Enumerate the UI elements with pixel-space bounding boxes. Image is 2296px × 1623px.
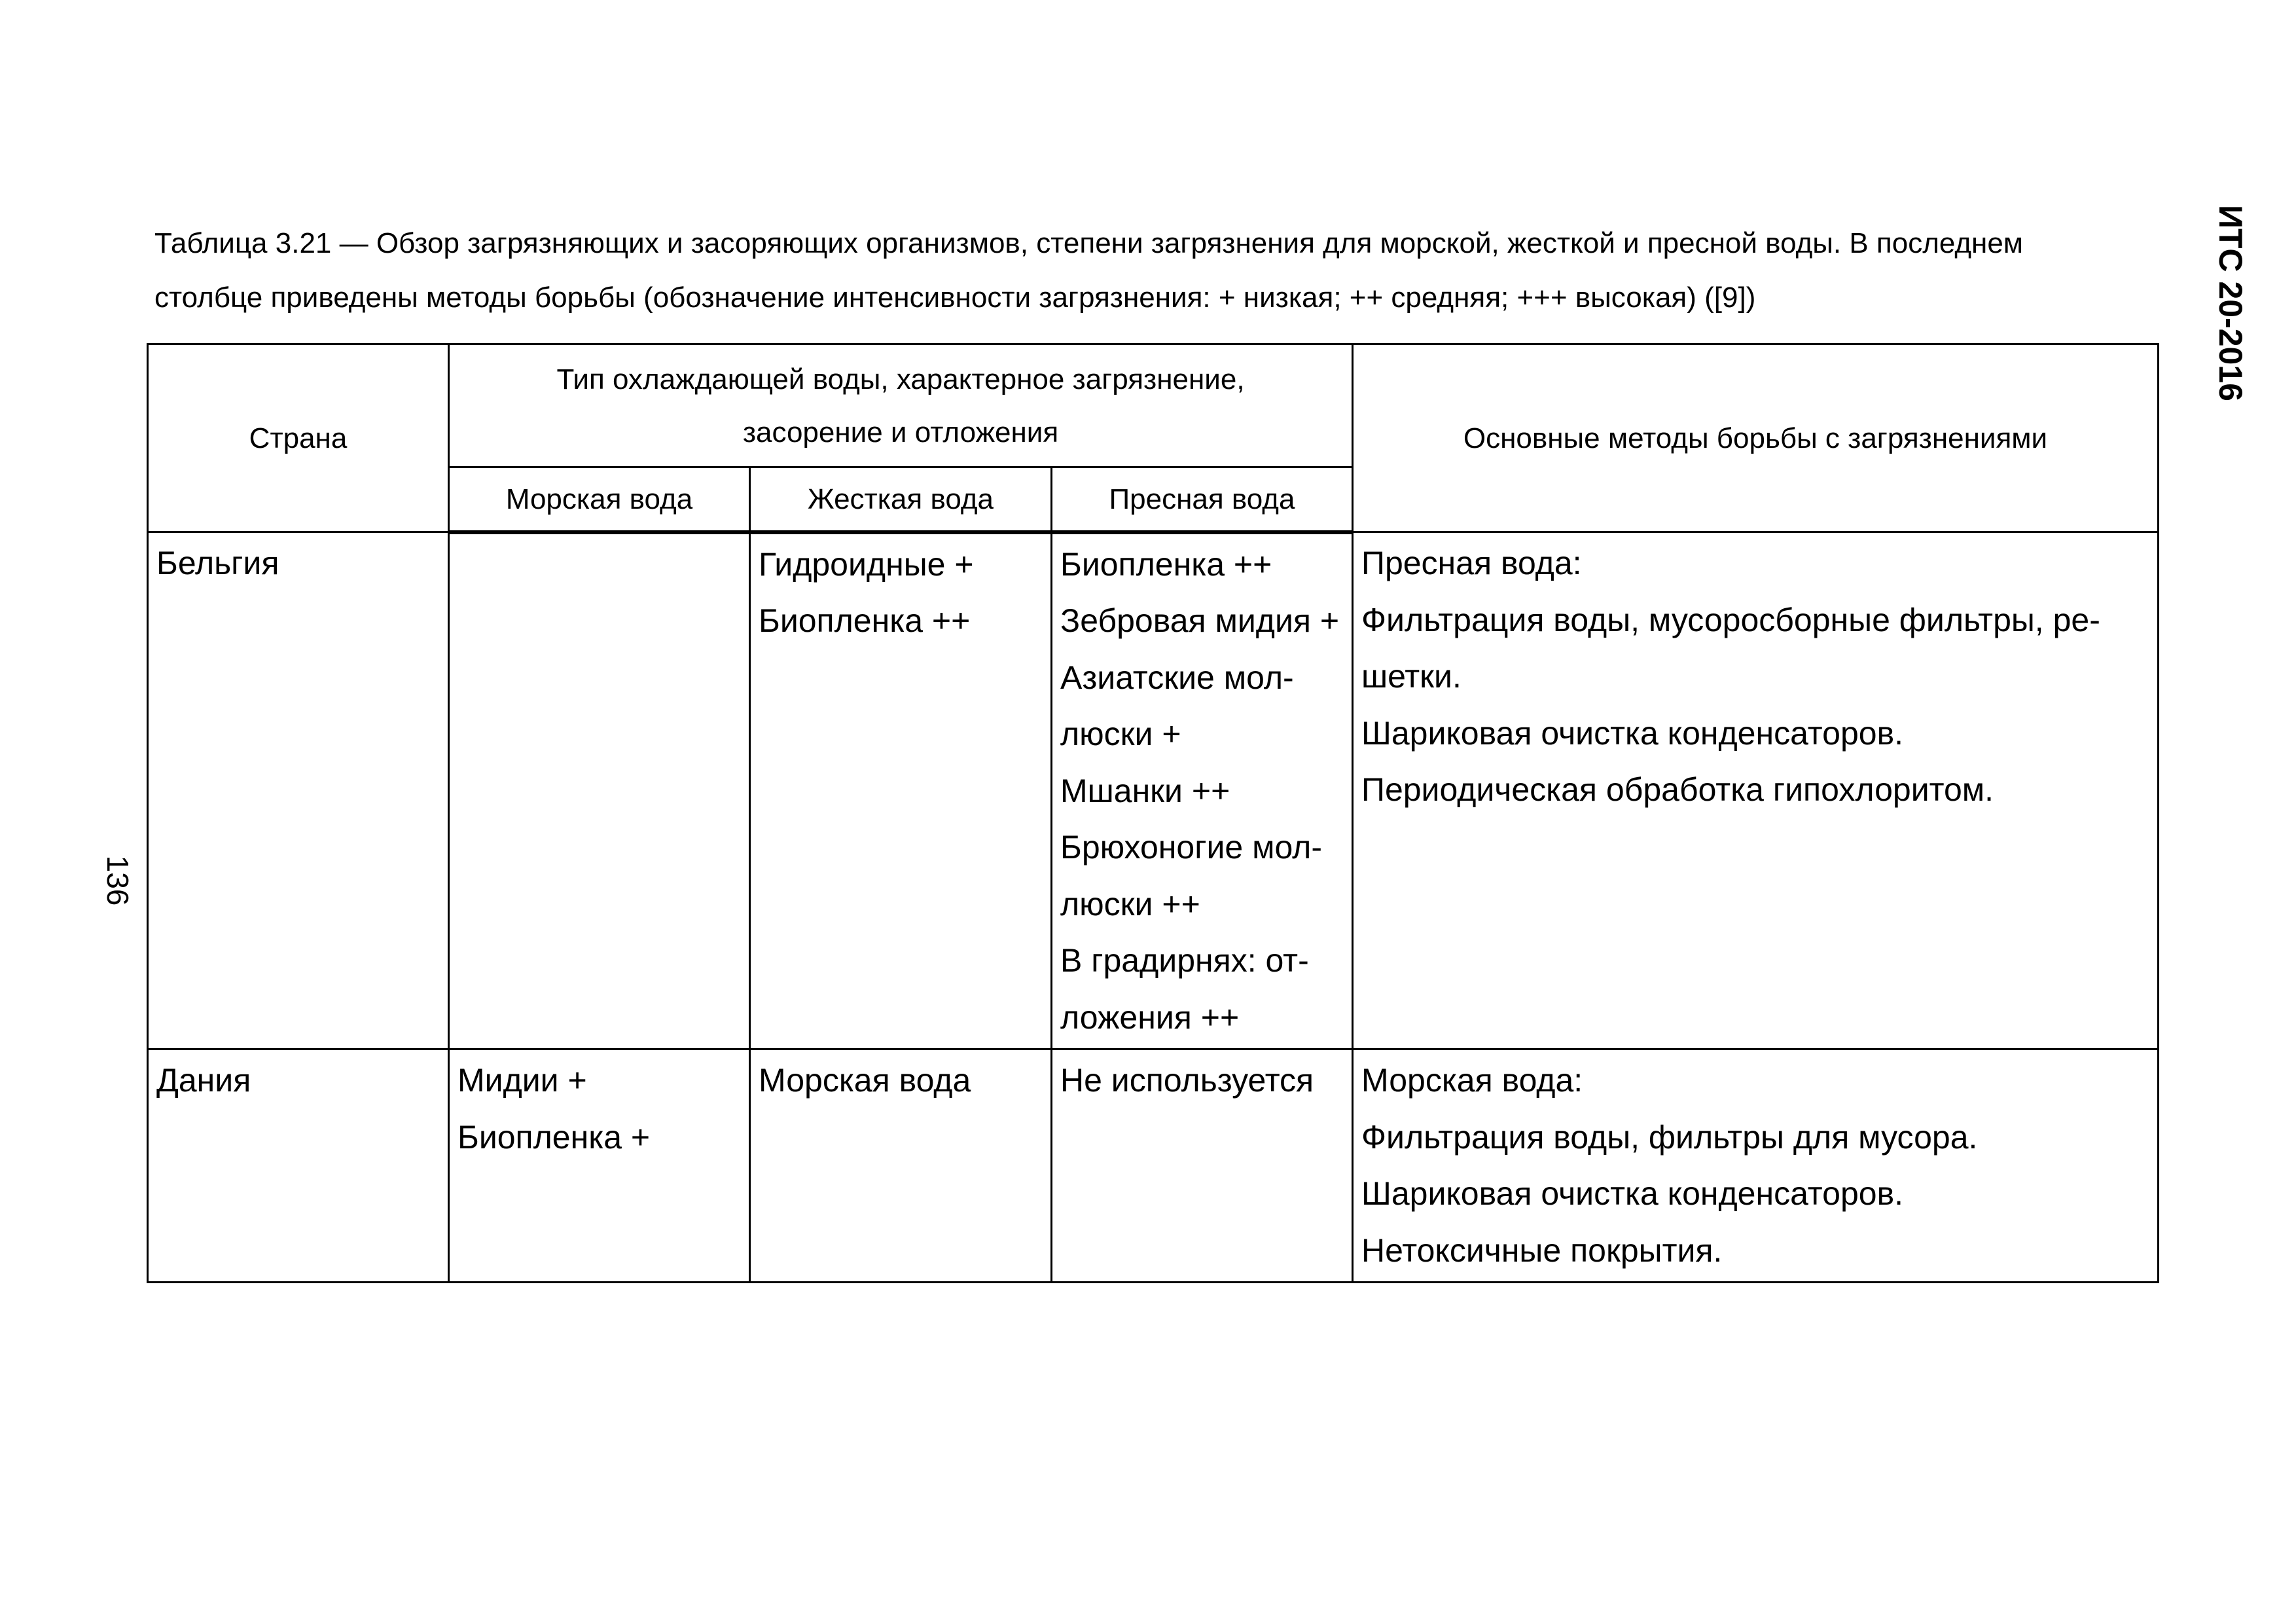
cell-line: ложения ++ (1060, 998, 1240, 1036)
cell-fresh-water (1052, 532, 1353, 1049)
page-number-text: 136 (101, 855, 135, 906)
table-caption (154, 216, 2157, 325)
table-row-denmark (148, 1049, 2159, 1283)
cell-hard-water (750, 1049, 1052, 1283)
country-name: Бельгия (156, 545, 279, 581)
cell-line: Морская вода: (1361, 1062, 1583, 1099)
cell-line: люски + (1060, 716, 1181, 752)
cell-line: шетки. (1361, 658, 1462, 695)
page-number (92, 845, 144, 917)
cell-fresh-water (1052, 1049, 1353, 1283)
cell-line: Фильтрация воды, фильтры для мусора. (1361, 1118, 1978, 1156)
cell-line: В градирнях: от- (1060, 942, 1309, 979)
table-caption-line-2: столбце приведены методы борьбы (обозначение интенсивности загрязнения: + низкая; ++ средняя; +++ высокая) ([9]) (154, 282, 1756, 314)
cell-line: Пресная вода: (1361, 545, 1582, 581)
cell-country (148, 1049, 449, 1283)
header-methods: Основные методы борьбы с загрязнениями (1353, 344, 2159, 532)
cell-line: Морская вода (759, 1062, 971, 1099)
table-caption-line-1: Таблица 3.21 — Обзор загрязняющих и засоряющих организмов, степени загрязнения для морской, жесткой и пресной воды. В последнем (154, 227, 2024, 259)
cell-line: Биопленка ++ (1060, 545, 1272, 583)
cell-line: Азиатские мол- (1060, 659, 1294, 696)
cell-line: Зебровая мидия + (1060, 602, 1340, 639)
cell-country (148, 532, 449, 1049)
cell-sea-water (449, 1049, 750, 1283)
header-water-type-line-1: Тип охлаждающей воды, характерное загрязнение, (556, 363, 1245, 395)
cell-line: Биопленка + (457, 1118, 651, 1156)
cell-hard-water (750, 532, 1052, 1049)
header-sea-water: Морская вода (449, 467, 750, 532)
header-hard-water: Жесткая вода (750, 467, 1052, 532)
fouling-organisms-table (147, 343, 2159, 1283)
cell-line: Мшанки ++ (1060, 772, 1230, 809)
header-water-type-line-2: засорение и отложения (742, 416, 1059, 448)
cell-line: Нетоксичные покрытия. (1361, 1231, 1723, 1269)
cell-line: Периодическая обработка гипохлоритом. (1361, 771, 1994, 808)
cell-line: Биопленка ++ (759, 602, 971, 639)
cell-methods (1353, 1049, 2159, 1283)
cell-line: Шариковая очистка конденсаторов. (1361, 714, 1904, 752)
header-fresh-water: Пресная вода (1052, 467, 1353, 532)
document-code-text: ИТС 20-2016 (2212, 205, 2249, 401)
cell-line: люски ++ (1060, 885, 1200, 922)
header-country: Страна (148, 344, 449, 532)
table-header-row (148, 344, 2159, 467)
cell-sea-water (449, 532, 750, 1049)
document-code (2204, 195, 2257, 411)
cell-line: Шариковая очистка конденсаторов. (1361, 1175, 1904, 1212)
cell-line: Гидроидные + (759, 545, 974, 583)
cell-line: Не используется (1060, 1062, 1314, 1099)
table-row-belgium (148, 532, 2159, 1049)
cell-line: Фильтрация воды, мусоросборные фильтры, ре- (1361, 601, 2100, 638)
header-water-type (449, 344, 1353, 467)
cell-methods (1353, 532, 2159, 1049)
cell-line: Брюхоногие мол- (1060, 829, 1322, 866)
cell-line: Мидии + (457, 1062, 587, 1099)
country-name: Дания (156, 1062, 251, 1099)
